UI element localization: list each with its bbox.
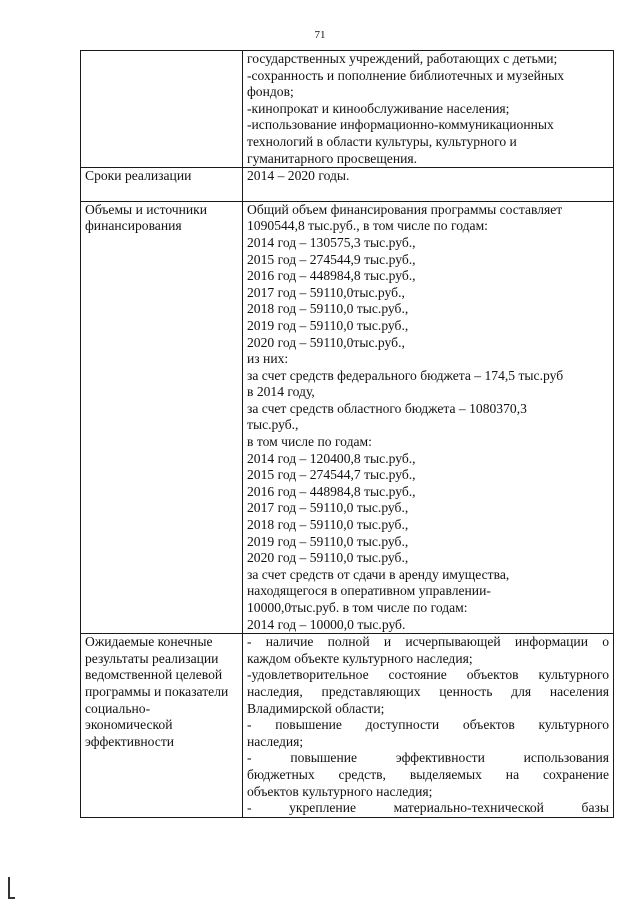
text-line: за счет средств федерального бюджета – 174,5 тыс.руб	[247, 367, 564, 383]
table-row-funding	[81, 201, 614, 633]
text-line: 2018 год – 59110,0 тыс.руб.,	[247, 301, 409, 317]
text-line: Сроки реализации	[85, 168, 192, 184]
text-line: 2015 год – 274544,7 тыс.руб.,	[247, 467, 416, 483]
page-number: 71	[314, 29, 326, 41]
text-line: - повышение эффективности использования	[247, 750, 609, 766]
text-line: 2014 год – 130575,3 тыс.руб.,	[247, 234, 416, 250]
content-cell-continuation	[243, 51, 614, 168]
text-line: наследия, представляющих ценность для населения	[247, 683, 609, 699]
text-line: Объемы и источники	[85, 201, 208, 217]
text-line: за счет средств областного бюджета – 1080370,3	[247, 400, 527, 416]
text-line: 2015 год – 274544,9 тыс.руб.,	[247, 251, 416, 267]
text-line: 2016 год – 448984,8 тыс.руб.,	[247, 268, 416, 284]
text-line: Владимирской области;	[247, 700, 385, 716]
passport-table	[80, 50, 614, 818]
text-line: - повышение доступности объектов культурного	[247, 717, 609, 733]
text-line: экономической	[85, 717, 173, 733]
text-line: бюджетных средств, выделяемых на сохранение	[247, 766, 609, 782]
label-cell-results	[81, 634, 243, 818]
label-cell-funding	[81, 201, 243, 633]
label-cell-continuation	[81, 51, 243, 168]
scan-artifact	[8, 877, 10, 899]
text-line: -сохранность и пополнение библиотечных и музейных	[247, 67, 565, 83]
table-row-results	[81, 634, 614, 818]
text-line: 2017 год – 59110,0 тыс.руб.,	[247, 500, 409, 516]
text-line: социально-	[85, 700, 151, 716]
table-row-period	[81, 168, 614, 202]
text-line: программы и показатели	[85, 683, 229, 699]
text-line: 2014 год – 10000,0 тыс.руб.	[247, 616, 406, 632]
text-line: каждом объекте культурного наследия;	[247, 650, 473, 666]
text-line: 2020 год – 59110,0тыс.руб.,	[247, 334, 405, 350]
text-line: 10000,0тыс.руб. в том числе по годам:	[247, 600, 468, 615]
text-line: объектов культурного наследия;	[247, 783, 433, 799]
text-line: результаты реализации	[85, 650, 219, 666]
content-cell-results	[243, 634, 614, 818]
content-cell-period	[243, 168, 614, 202]
content-cell-funding	[243, 201, 614, 633]
text-line: гуманитарного просвещения.	[247, 150, 418, 166]
text-line: финансирования	[85, 218, 182, 234]
text-line: эффективности	[85, 733, 175, 749]
text-line: Общий объем финансирования программы составляет	[247, 201, 563, 217]
text-line: в 2014 году,	[247, 384, 315, 400]
text-line: - укрепление материально-технической базы	[247, 800, 609, 816]
table-row-continuation	[81, 51, 614, 168]
text-line: тыс.руб.,	[247, 417, 299, 433]
text-line: фондов;	[247, 84, 294, 100]
text-line: наследия;	[247, 733, 304, 749]
text-line: 2014 год – 120400,8 тыс.руб.,	[247, 450, 416, 466]
text-line: Ожидаемые конечные	[85, 634, 213, 650]
scan-artifact	[8, 897, 15, 899]
label-cell-period	[81, 168, 243, 202]
text-line: в том числе по годам:	[247, 434, 372, 450]
text-line: 2014 – 2020 годы.	[247, 168, 350, 184]
text-line: 1090544,8 тыс.руб., в том числе по годам:	[247, 218, 488, 234]
text-line: -удовлетворительное состояние объектов культурного	[247, 667, 609, 683]
text-line: ведомственной целевой	[85, 667, 223, 683]
text-line: 2018 год – 59110,0 тыс.руб.,	[247, 517, 409, 533]
text-line: из них:	[247, 351, 289, 367]
text-line: 2019 год – 59110,0 тыс.руб.,	[247, 317, 409, 333]
text-line: -использование информационно-коммуникационных	[247, 117, 554, 133]
text-line: 2020 год – 59110,0 тыс.руб.,	[247, 550, 409, 566]
text-line: - наличие полной и исчерпывающей информации о	[247, 634, 609, 650]
text-line: -кинопрокат и кинообслуживание населения;	[247, 100, 510, 116]
text-line: государственных учреждений, работающих с детьми;	[247, 51, 558, 66]
text-line: 2017 год – 59110,0тыс.руб.,	[247, 284, 405, 300]
text-line: 2016 год – 448984,8 тыс.руб.,	[247, 483, 416, 499]
row-spacer	[247, 185, 609, 201]
text-line: за счет средств от сдачи в аренду имущества,	[247, 566, 510, 582]
text-line: технологий в области культуры, культурного и	[247, 133, 517, 149]
text-line: находящегося в оперативном управлении-	[247, 583, 491, 599]
text-line: 2019 год – 59110,0 тыс.руб.,	[247, 533, 409, 549]
